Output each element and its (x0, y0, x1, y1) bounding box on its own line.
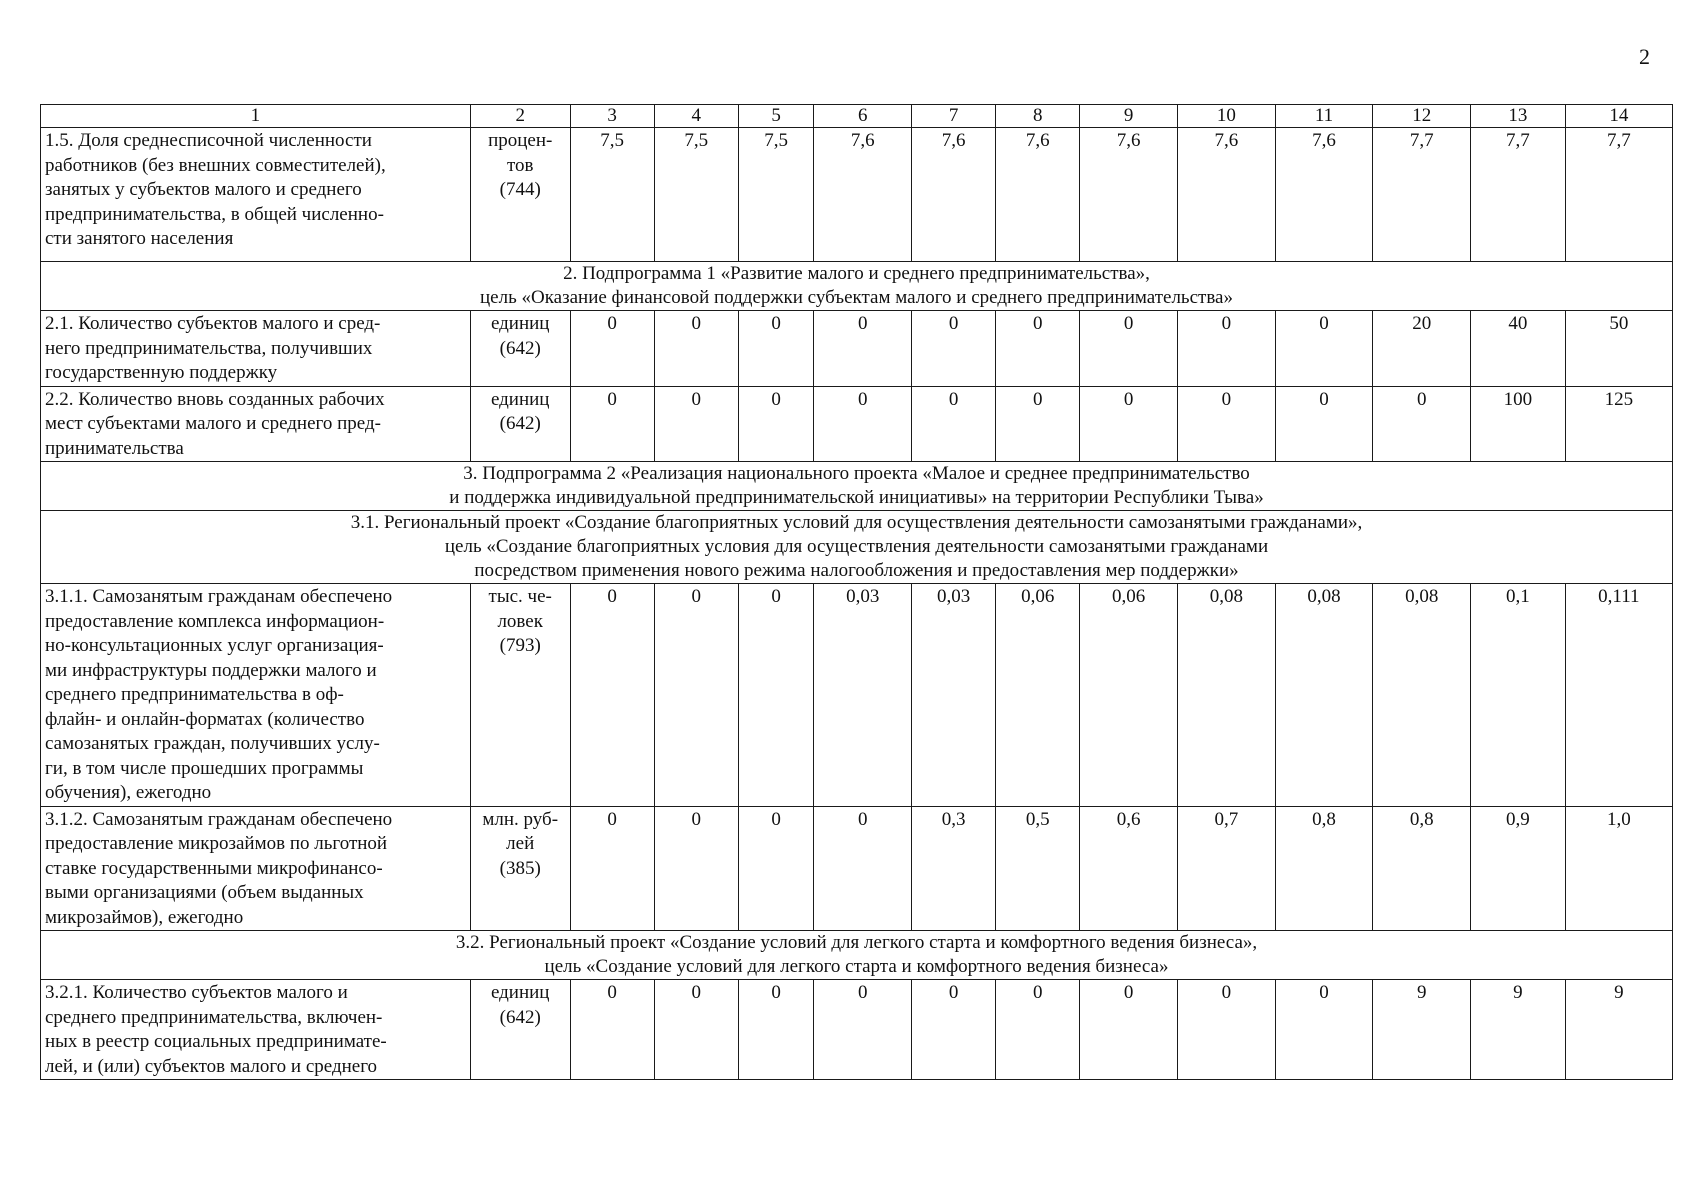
section-heading-row (41, 931, 1673, 980)
unit-line: (744) (499, 179, 541, 200)
indicator-name-line: обучения), ежегодно (45, 782, 212, 803)
value-cell-col-4: 0 (654, 584, 738, 807)
indicator-row (41, 128, 1673, 262)
table-body (41, 128, 1673, 1080)
section-heading-line: 3.2. Региональный проект «Создание условий для легкого старта и комфортного ведения бизнеса», (455, 932, 1258, 953)
value-cell-col-12: 0 (1373, 386, 1471, 462)
value-cell-col-5: 0 (738, 311, 814, 387)
unit-cell (470, 584, 570, 807)
unit-line: (793) (499, 635, 541, 656)
column-header-8: 8 (996, 105, 1080, 128)
indicator-name-line: него предпринимательства, получивших (45, 337, 373, 359)
value-cell-col-8: 0 (996, 386, 1080, 462)
value-cell-col-7: 7,6 (912, 128, 996, 262)
section-heading-line: цель «Создание благоприятных условия для осуществления деятельности самозанятыми гражданами (444, 536, 1269, 557)
indicator-name-cell (41, 311, 471, 387)
value-cell-col-7: 0 (912, 980, 996, 1080)
section-heading-line: 3. Подпрограмма 2 «Реализация национального проекта «Малое и среднее предпринимательство (463, 463, 1250, 484)
unit-cell (470, 980, 570, 1080)
unit-line: лей (506, 833, 535, 854)
indicator-name-line: предоставление комплекса информацион- (45, 610, 385, 632)
indicator-table-wrapper (40, 104, 1673, 1080)
value-cell-col-3: 0 (570, 980, 654, 1080)
value-cell-col-3: 7,5 (570, 128, 654, 262)
value-cell-col-6: 0 (814, 806, 912, 931)
value-cell-col-14: 125 (1565, 386, 1672, 462)
section-heading-line: 2. Подпрограмма 1 «Развитие малого и среднего предпринимательства», (563, 263, 1150, 284)
value-cell-col-14: 0,111 (1565, 584, 1672, 807)
indicator-name-line: 1.5. Доля среднесписочной численности (45, 130, 372, 151)
value-cell-col-14: 1,0 (1565, 806, 1672, 931)
value-cell-col-14: 7,7 (1565, 128, 1672, 262)
page-number: 2 (1639, 44, 1650, 69)
value-cell-col-10: 0,08 (1177, 584, 1275, 807)
value-cell-col-10: 7,6 (1177, 128, 1275, 262)
indicator-name-line: государственную поддержку (45, 362, 278, 383)
indicator-table (40, 104, 1673, 1080)
indicator-name-line: выми организациями (объем выданных (45, 882, 364, 903)
indicator-name-line: ми инфраструктуры поддержки малого и (45, 659, 377, 681)
value-cell-col-13: 7,7 (1471, 128, 1566, 262)
section-heading-row (41, 462, 1673, 511)
section-heading-line: посредством применения нового режима налогообложения и предоставления мер поддержки» (474, 560, 1239, 581)
unit-line: (385) (499, 857, 541, 879)
indicator-name-line: принимательства (45, 437, 184, 459)
indicator-row (41, 584, 1673, 807)
indicator-row (41, 311, 1673, 387)
indicator-name-line: самозанятых граждан, получивших услу- (45, 733, 380, 754)
column-header-12: 12 (1373, 105, 1471, 128)
unit-cell (470, 311, 570, 387)
column-header-1: 1 (41, 105, 471, 128)
value-cell-col-5: 0 (738, 584, 814, 807)
unit-cell (470, 128, 570, 262)
value-cell-col-12: 9 (1373, 980, 1471, 1080)
indicator-name-cell (41, 806, 471, 931)
value-cell-col-10: 0 (1177, 980, 1275, 1080)
indicator-name-line: 3.2.1. Количество субъектов малого и (45, 982, 348, 1003)
column-header-10: 10 (1177, 105, 1275, 128)
value-cell-col-11: 0 (1275, 311, 1373, 387)
value-cell-col-4: 0 (654, 980, 738, 1080)
column-header-6: 6 (814, 105, 912, 128)
indicator-row (41, 980, 1673, 1080)
indicator-name-line: ных в реестр социальных предпринимате- (45, 1031, 387, 1052)
column-header-5: 5 (738, 105, 814, 128)
indicator-name-line: мест субъектами малого и среднего пред- (45, 413, 381, 434)
indicator-name-line: лей, и (или) субъектов малого и среднего (45, 1055, 378, 1077)
value-cell-col-7: 0 (912, 386, 996, 462)
indicator-row (41, 806, 1673, 931)
indicator-name-cell (41, 980, 471, 1080)
value-cell-col-9: 7,6 (1080, 128, 1178, 262)
section-heading (41, 931, 1673, 980)
value-cell-col-4: 0 (654, 311, 738, 387)
unit-line: единиц (490, 388, 550, 410)
value-cell-col-12: 20 (1373, 311, 1471, 387)
unit-line: (642) (499, 413, 541, 434)
value-cell-col-7: 0 (912, 311, 996, 387)
unit-line: ловек (497, 610, 543, 632)
value-cell-col-5: 0 (738, 980, 814, 1080)
unit-line: тыс. че- (488, 586, 552, 607)
value-cell-col-11: 0,8 (1275, 806, 1373, 931)
value-cell-col-13: 40 (1471, 311, 1566, 387)
column-header-2: 2 (470, 105, 570, 128)
unit-line: (642) (499, 337, 541, 359)
unit-line: (642) (499, 1006, 541, 1028)
unit-line: млн. руб- (482, 808, 559, 830)
indicator-name-line: ги, в том числе прошедших программы (45, 757, 364, 779)
section-heading-row (41, 262, 1673, 311)
value-cell-col-3: 0 (570, 311, 654, 387)
value-cell-col-6: 0 (814, 386, 912, 462)
indicator-name-line: предоставление микрозаймов по льготной (45, 833, 388, 854)
value-cell-col-9: 0 (1080, 980, 1178, 1080)
section-heading (41, 262, 1673, 311)
value-cell-col-13: 100 (1471, 386, 1566, 462)
value-cell-col-4: 0 (654, 386, 738, 462)
indicator-name-cell (41, 584, 471, 807)
indicator-name-line: среднего предпринимательства в оф- (45, 684, 344, 705)
value-cell-col-9: 0,6 (1080, 806, 1178, 931)
column-header-3: 3 (570, 105, 654, 128)
column-header-4: 4 (654, 105, 738, 128)
section-heading (41, 462, 1673, 511)
value-cell-col-9: 0 (1080, 386, 1178, 462)
indicator-name-line: среднего предпринимательства, включен- (45, 1006, 383, 1028)
value-cell-col-7: 0,03 (912, 584, 996, 807)
section-heading-line: 3.1. Региональный проект «Создание благоприятных условий для осуществления деятельности самозанятыми гражданами», (350, 512, 1363, 533)
value-cell-col-5: 0 (738, 806, 814, 931)
indicator-name-line: предпринимательства, в общей численно- (45, 203, 384, 225)
column-header-14: 14 (1565, 105, 1672, 128)
indicator-name-line: работников (без внешних совместителей), (45, 154, 386, 176)
value-cell-col-11: 0 (1275, 386, 1373, 462)
column-header-11: 11 (1275, 105, 1373, 128)
value-cell-col-14: 9 (1565, 980, 1672, 1080)
value-cell-col-3: 0 (570, 806, 654, 931)
value-cell-col-8: 0,5 (996, 806, 1080, 931)
value-cell-col-12: 0,8 (1373, 806, 1471, 931)
value-cell-col-5: 7,5 (738, 128, 814, 262)
value-cell-col-8: 0,06 (996, 584, 1080, 807)
value-cell-col-3: 0 (570, 386, 654, 462)
section-heading-line: цель «Оказание финансовой поддержки субъектам малого и среднего предпринимательства» (480, 287, 1233, 308)
section-heading-line: цель «Создание условий для легкого старта и комфортного ведения бизнеса» (544, 956, 1169, 977)
indicator-name-line: занятых у субъектов малого и среднего (45, 179, 362, 200)
section-heading-line: и поддержка индивидуальной предпринимательской инициативы» на территории Республики Тыва» (449, 487, 1264, 508)
indicator-name-line: сти занятого населения (45, 228, 234, 249)
value-cell-col-12: 7,7 (1373, 128, 1471, 262)
column-header-9: 9 (1080, 105, 1178, 128)
column-header-13: 13 (1471, 105, 1566, 128)
table-header-row (41, 105, 1673, 128)
indicator-name-line: 3.1.1. Самозанятым гражданам обеспечено (45, 586, 393, 607)
indicator-name-line: ставке государственными микрофинансо- (45, 857, 383, 879)
indicator-row (41, 386, 1673, 462)
unit-cell (470, 386, 570, 462)
indicator-name-cell (41, 386, 471, 462)
value-cell-col-13: 0,1 (1471, 584, 1566, 807)
indicator-name-line: флайн- и онлайн-форматах (количество (45, 708, 365, 730)
indicator-name-line: 2.1. Количество субъектов малого и сред- (45, 313, 381, 334)
unit-cell (470, 806, 570, 931)
indicator-name-line: 2.2. Количество вновь созданных рабочих (45, 388, 385, 410)
value-cell-col-13: 9 (1471, 980, 1566, 1080)
value-cell-col-6: 0 (814, 980, 912, 1080)
value-cell-col-6: 0 (814, 311, 912, 387)
value-cell-col-8: 0 (996, 980, 1080, 1080)
indicator-name-line: но-консультационных услуг организация- (45, 635, 384, 656)
value-cell-col-6: 0,03 (814, 584, 912, 807)
value-cell-col-5: 0 (738, 386, 814, 462)
column-header-7: 7 (912, 105, 996, 128)
value-cell-col-10: 0 (1177, 386, 1275, 462)
value-cell-col-11: 0,08 (1275, 584, 1373, 807)
value-cell-col-10: 0,7 (1177, 806, 1275, 931)
value-cell-col-10: 0 (1177, 311, 1275, 387)
value-cell-col-3: 0 (570, 584, 654, 807)
unit-line: единиц (490, 982, 550, 1003)
value-cell-col-4: 0 (654, 806, 738, 931)
indicator-name-line: микрозаймов), ежегодно (45, 906, 244, 928)
value-cell-col-8: 7,6 (996, 128, 1080, 262)
value-cell-col-12: 0,08 (1373, 584, 1471, 807)
unit-line: процен- (488, 130, 553, 151)
section-heading (41, 511, 1673, 584)
value-cell-col-9: 0,06 (1080, 584, 1178, 807)
indicator-name-line: 3.1.2. Самозанятым гражданам обеспечено (45, 808, 393, 830)
unit-line: тов (506, 154, 534, 176)
value-cell-col-8: 0 (996, 311, 1080, 387)
value-cell-col-11: 0 (1275, 980, 1373, 1080)
section-heading-row (41, 511, 1673, 584)
value-cell-col-9: 0 (1080, 311, 1178, 387)
value-cell-col-11: 7,6 (1275, 128, 1373, 262)
indicator-name-cell (41, 128, 471, 262)
value-cell-col-14: 50 (1565, 311, 1672, 387)
value-cell-col-6: 7,6 (814, 128, 912, 262)
value-cell-col-7: 0,3 (912, 806, 996, 931)
unit-line: единиц (490, 313, 550, 334)
value-cell-col-4: 7,5 (654, 128, 738, 262)
value-cell-col-13: 0,9 (1471, 806, 1566, 931)
